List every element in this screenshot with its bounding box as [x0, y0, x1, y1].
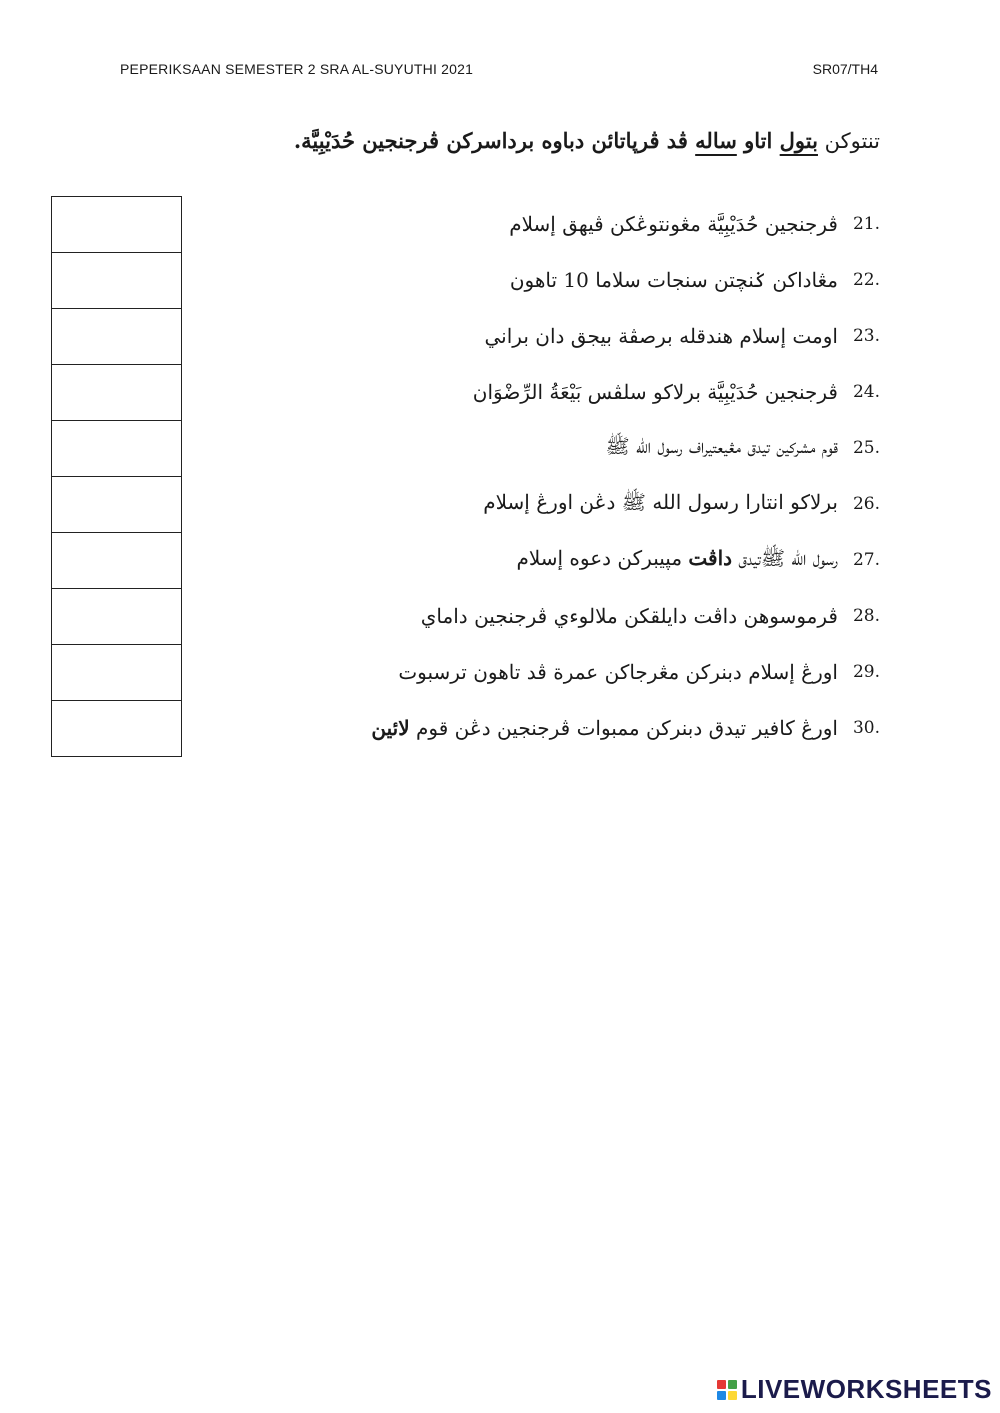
question-number: 22.	[852, 270, 880, 290]
question-28	[280, 588, 880, 644]
question-number: 25.	[852, 438, 880, 458]
question-text-bold: داڤت	[688, 545, 733, 570]
question-text: اومت إسلام هندقله برصڤة بيجق دان براني	[484, 324, 838, 348]
question-number: 28.	[852, 606, 880, 626]
logo-square-green	[728, 1380, 737, 1389]
question-number: 30.	[852, 718, 880, 738]
question-text: اورڠ إسلام دبنركن مڠرجاكن عمرة ڤد تاهون ترسبوت	[398, 660, 838, 684]
question-number: 26.	[852, 494, 880, 514]
question-number: 21.	[852, 214, 880, 234]
answer-box-21[interactable]	[51, 196, 182, 252]
instruction-salah: ساله	[695, 128, 737, 153]
exam-title: PEPERIKSAAN SEMESTER 2 SRA AL-SUYUTHI 2021	[120, 61, 474, 77]
question-26	[280, 476, 880, 532]
answer-box-25[interactable]	[51, 420, 182, 476]
question-number: 29.	[852, 662, 880, 682]
answer-column	[51, 196, 180, 757]
question-29	[280, 644, 880, 700]
question-text: ڤرجنجين حُدَيْبِيَّة برلاكو سلڤس بَيْعَةُ الرِّضْوَان	[472, 380, 838, 404]
question-text: ڤرموسوهن داڤت دايلقكن ملالوءي ڤرجنجين داماي	[420, 604, 838, 628]
question-text: برلاكو انتارا رسول الله ﷺ دڠن اورڠ إسلام	[483, 489, 838, 514]
answer-box-22[interactable]	[51, 252, 182, 308]
answer-box-24[interactable]	[51, 364, 182, 420]
question-text	[516, 546, 838, 575]
liveworksheets-logo-icon	[717, 1380, 737, 1400]
question-text	[371, 716, 838, 740]
question-text-part: مپيبركن دعوه إسلام	[516, 545, 689, 570]
question-text-part: اورڠ كافير تيدق دبنركن ممبوات ڤرجنجين دڠن قوم	[409, 716, 838, 740]
instruction-atau: اتاو	[736, 128, 780, 153]
question-list	[280, 196, 880, 756]
question-text: قوم مشركين تيدق مڠيعتيراف رسول الله ﷺ	[605, 433, 838, 458]
liveworksheets-wordmark: LIVEWORKSHEETS	[740, 1374, 992, 1404]
question-text: مڠاداكن ݢنچتن سنجات سلاما 10 تاهون	[509, 268, 838, 292]
logo-square-yellow	[728, 1391, 737, 1400]
exam-code: SR07/TH4	[812, 61, 878, 77]
liveworksheets-brand[interactable]	[717, 1374, 992, 1405]
question-text-bold: لائين	[371, 716, 410, 740]
question-text: ڤرجنجين حُدَيْبِيَّة مڠونتوڠكن ڤيهق إسلام	[509, 212, 838, 236]
question-30	[280, 700, 880, 756]
logo-square-blue	[717, 1391, 726, 1400]
question-number: 24.	[852, 382, 880, 402]
logo-square-red	[717, 1380, 726, 1389]
question-23	[280, 308, 880, 364]
question-27	[280, 532, 880, 588]
question-22	[280, 252, 880, 308]
question-24	[280, 364, 880, 420]
answer-box-30[interactable]	[51, 700, 182, 757]
question-number: 23.	[852, 326, 880, 346]
answer-box-23[interactable]	[51, 308, 182, 364]
question-text-part: رسول الله ﷺتيدق	[732, 545, 838, 570]
answer-box-26[interactable]	[51, 476, 182, 532]
instruction-part2: ڤد ڤرڽاتائن دباوه برداسركن ڤرجنجين حُدَيْبِيَّة.	[293, 128, 696, 153]
answer-box-29[interactable]	[51, 644, 182, 700]
answer-box-27[interactable]	[51, 532, 182, 588]
instruction-betul: بتول	[779, 128, 818, 153]
question-25	[280, 420, 880, 476]
instruction-part1: تنتوكن	[817, 129, 880, 153]
instruction-text	[294, 128, 880, 153]
answer-box-28[interactable]	[51, 588, 182, 644]
question-21	[280, 196, 880, 252]
question-number: 27.	[852, 550, 880, 570]
